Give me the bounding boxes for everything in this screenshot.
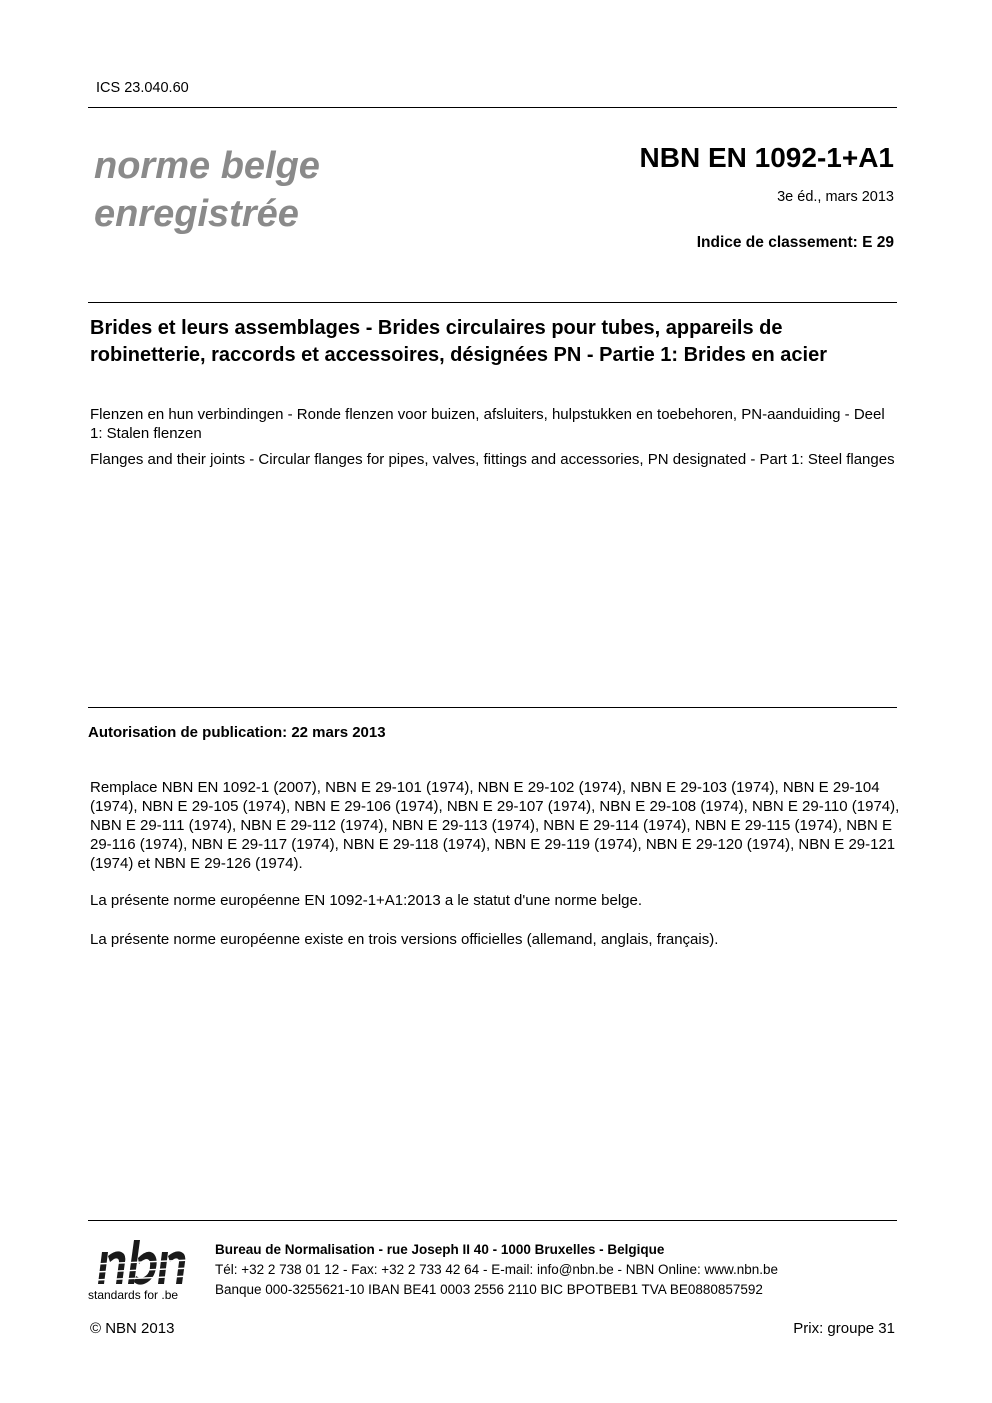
header-divider	[88, 107, 897, 108]
versions-paragraph: La présente norme européenne existe en trois versions officielles (allemand, anglais, français).	[90, 931, 719, 948]
nbn-logo	[88, 1232, 200, 1304]
title-french: Brides et leurs assemblages - Brides circulaires pour tubes, appareils de robinetterie, raccords et accessoires, désignées PN - Partie 1: Brides en acier	[90, 317, 828, 366]
document-number: NBN EN 1092-1+A1	[639, 142, 894, 173]
title-divider	[88, 302, 897, 303]
footer-address: Bureau de Normalisation - rue Joseph II 40 - 1000 Bruxelles - Belgique	[215, 1242, 665, 1257]
ics-code: ICS 23.040.60	[96, 80, 189, 96]
norme-belge-label	[94, 142, 320, 238]
body-divider	[88, 707, 897, 708]
footer-contact: Tél: +32 2 738 01 12 - Fax: +32 2 733 42 64 - E-mail: info@nbn.be - NBN Online: www.nbn.be	[215, 1262, 779, 1277]
title-dutch: Flenzen en hun verbindingen - Ronde flenzen voor buizen, afsluiters, hulpstukken en toebehoren, PN-aanduiding - Deel 1: Stalen flenzen	[90, 406, 885, 442]
norme-line-2: enregistrée	[94, 193, 299, 235]
status-paragraph: La présente norme européenne EN 1092-1+A1:2013 a le statut d'une norme belge.	[90, 892, 643, 909]
copyright: © NBN 2013	[90, 1320, 175, 1337]
footer-divider	[88, 1220, 897, 1221]
publication-authorization: Autorisation de publication: 22 mars 2013	[88, 724, 386, 741]
price-group: Prix: groupe 31	[793, 1320, 895, 1337]
title-english: Flanges and their joints - Circular flanges for pipes, valves, fittings and accessories, PN designated - Part 1: Steel flanges	[90, 451, 895, 468]
replaces-paragraph: Remplace NBN EN 1092-1 (2007), NBN E 29-101 (1974), NBN E 29-102 (1974), NBN E 29-103 (1974), NBN E 29-104 (1974), NBN E 29-105 (1974), NBN E 29-106 (1974), NBN E 29-107 (1974), NBN E 29-108 (1974), NBN E 29-110 (1974), NBN E 29-111 (1974), NBN E 29-112 (1974), NBN E 29-113 (1974), NBN E 29-114 (1974), NBN E 29-115 (1974), NBN E 29-116 (1974), NBN E 29-117 (1974), NBN E 29-118 (1974), NBN E 29-119 (1974), NBN E 29-120 (1974), NBN E 29-121 (1974) et NBN E 29-126 (1974).	[90, 779, 900, 872]
footer-bank: Banque 000-3255621-10 IBAN BE41 0003 2556 2110 BIC BPOTBEB1 TVA BE0880857592	[215, 1282, 763, 1297]
logo-tagline: standards for .be	[88, 1288, 179, 1302]
edition-date: 3e éd., mars 2013	[777, 189, 894, 205]
norme-line-1: norme belge	[94, 145, 320, 187]
classification-index: Indice de classement: E 29	[696, 234, 894, 251]
